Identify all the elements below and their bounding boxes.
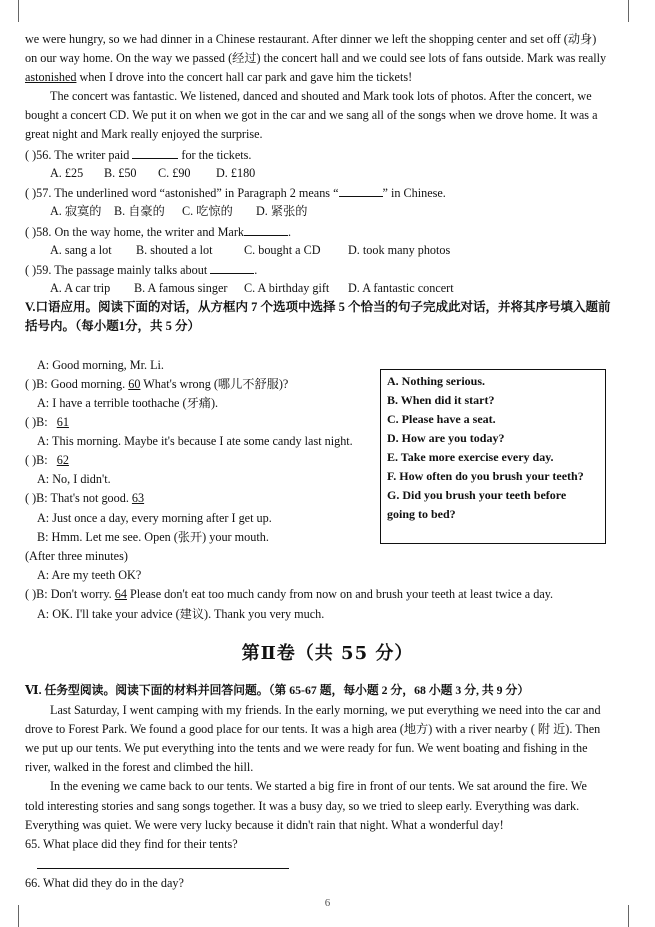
dialog-text: ( )B: Don't worry. — [25, 587, 115, 601]
question-58 — [25, 224, 291, 239]
dialog-text: Please don't eat too much candy from now on and brush your teeth at least twice a day. — [126, 587, 554, 601]
dialog-line — [25, 415, 69, 429]
options-56 — [50, 166, 255, 180]
dialog-line — [25, 377, 288, 391]
option: B. 自豪的 — [114, 204, 165, 218]
blank-number[interactable]: 62 — [56, 453, 69, 467]
passage-line: on our way home. On the way we passed (经过) the concert hall and we could see lots of fans outside. Mark was really — [25, 51, 607, 65]
question-text: . — [287, 225, 292, 239]
blank-number[interactable]: 63 — [131, 491, 145, 505]
passage-line: In the evening we came back to our tents. We started a big fire in front of our tents. We sat around the fire. We — [50, 779, 587, 793]
option: B. £50 — [104, 166, 137, 180]
passage-line: Last Saturday, I went camping with my friends. In the early morning, we put everything we need into the car and — [50, 703, 601, 717]
section-6-header: Ⅵ. 任务型阅读。阅读下面的材料并回答问题。（第 65-67 题，每小题 2 分，68 小题 3 分, 共 9 分） — [25, 683, 530, 697]
dialog-text: What's wrong (哪儿不舒服)? — [140, 377, 289, 391]
option: D. A fantastic concert — [348, 281, 454, 295]
question-57 — [25, 185, 446, 200]
box-option: F. How often do you brush your teeth? — [387, 469, 584, 483]
question-text: ( )58. On the way home, the writer and Mark — [25, 225, 244, 239]
box-option: D. How are you today? — [387, 431, 505, 445]
option: D. took many photos — [348, 243, 451, 257]
underlined-word: astonished — [25, 70, 77, 84]
option: A. sang a lot — [50, 243, 112, 257]
question-59 — [25, 262, 257, 277]
answer-blank[interactable] — [132, 147, 178, 159]
passage-line: told interesting stories and sang songs together. It was a busy day, so we tried to sleep early. Everything was dark. — [25, 799, 580, 813]
blank-number[interactable]: 64 — [114, 587, 127, 601]
option: C. bought a CD — [244, 243, 321, 257]
dialog-line: A: Are my teeth OK? — [37, 568, 142, 582]
dialog-line: (After three minutes) — [25, 549, 128, 563]
question-66: 66. What did they do in the day? — [25, 876, 184, 890]
option: C. A birthday gift — [244, 281, 330, 295]
option: D. 紧张的 — [256, 204, 308, 218]
question-text: ( )57. The underlined word “astonished” in Paragraph 2 means “ — [25, 186, 339, 200]
option: C. £90 — [158, 166, 191, 180]
passage-line: Everything was quiet. We were very lucky because it didn't rain that night. What a wonderful day! — [25, 818, 504, 832]
dialog-line — [25, 587, 553, 601]
dialog-text: ( )B: — [25, 453, 51, 467]
passage-line — [25, 70, 412, 84]
option: B. A famous singer — [134, 281, 228, 295]
question-text: ( )56. The writer paid — [25, 148, 130, 162]
box-option: G. Did you brush your teeth before — [387, 488, 567, 502]
passage-line: The concert was fantastic. We listened, danced and shouted and Mark took lots of photos. After the concert, we — [50, 89, 592, 103]
box-option: going to bed? — [387, 507, 456, 521]
option: D. £180 — [216, 166, 256, 180]
dialog-line: A: Good morning, Mr. Li. — [37, 358, 164, 372]
passage-line: drove to Forest Park. We found a good place for our tents. It was a high area (地方) with a river nearby ( 附 近). Then — [25, 722, 601, 736]
box-option: E. Take more exercise every day. — [387, 450, 554, 464]
box-option: C. Please have a seat. — [387, 412, 496, 426]
section-5-header: V.口语应用。阅读下面的对话，从方框内 7 个选项中选择 5 个恰当的句子完成此对话，并将其序号填入题前 — [25, 300, 611, 314]
option: B. shouted a lot — [136, 243, 213, 257]
passage-line: great night and Mark really enjoyed the surprise. — [25, 127, 263, 141]
passage-line: bought a concert CD. We put it on when we got in the car and we sang all of the songs when we drove home. It was a — [25, 108, 598, 122]
passage-line: river, walked in the forest and climbed the hill. — [25, 760, 254, 774]
answer-line[interactable] — [37, 868, 289, 869]
question-text: for the tickets. — [178, 148, 252, 162]
dialog-line: B: Hmm. Let me see. Open (张开) your mouth. — [37, 530, 269, 544]
options-box — [380, 369, 606, 544]
question-56 — [25, 147, 251, 162]
option: A. £25 — [50, 166, 84, 180]
option: A. 寂寞的 — [50, 204, 102, 218]
dialog-text: ( )B: Good morning. — [25, 377, 129, 391]
part-2-title: 第Ⅱ卷（共 55 分） — [241, 643, 414, 664]
passage-line: we put up our tents. We put everything into the tents and we were ready for fun. We went boating and fishing in the — [25, 741, 588, 755]
question-text: . — [254, 263, 258, 277]
passage-text: when I drove into the concert hall car park and gave him the tickets! — [76, 70, 413, 84]
crop-mark-top-left — [0, 0, 19, 22]
question-text: ” in Chinese. — [382, 186, 446, 200]
question-text: ( )59. The passage mainly talks about — [25, 263, 208, 277]
option: C. 吃惊的 — [182, 204, 233, 218]
dialog-line: A: No, I didn't. — [37, 472, 111, 486]
box-option: A. Nothing serious. — [387, 374, 486, 388]
box-option: B. When did it start? — [387, 393, 495, 407]
options-57 — [50, 204, 307, 218]
question-65: 65. What place did they find for their tents? — [25, 837, 238, 851]
passage-line: we were hungry, so we had dinner in a Chinese restaurant. After dinner we left the shopping center and set off (动身) — [25, 32, 597, 46]
dialog-line: A: I have a terrible toothache (牙痛). — [37, 396, 219, 410]
page-number: 6 — [324, 897, 331, 909]
crop-mark-top-right — [628, 0, 655, 22]
blank-number[interactable]: 60 — [128, 377, 141, 391]
dialog-line — [25, 491, 144, 505]
section-5-header: 括号内。（每小题1分，共 5 分） — [25, 319, 201, 333]
answer-blank[interactable] — [339, 185, 383, 197]
dialog-text: ( )B: That's not good. — [25, 491, 132, 505]
answer-blank[interactable] — [244, 224, 288, 236]
dialog-line: A: Just once a day, every morning after I get up. — [37, 511, 272, 525]
options-58 — [50, 243, 450, 257]
dialog-line — [25, 453, 69, 467]
option: A. A car trip — [50, 281, 111, 295]
dialog-text: ( )B: — [25, 415, 51, 429]
blank-number[interactable]: 61 — [56, 415, 69, 429]
dialog-line: A: OK. I'll take your advice (建议). Thank you very much. — [37, 607, 325, 621]
dialog-line: A: This morning. Maybe it's because I ate some candy last night. — [37, 434, 353, 448]
options-59 — [50, 281, 454, 295]
answer-blank[interactable] — [210, 262, 254, 274]
